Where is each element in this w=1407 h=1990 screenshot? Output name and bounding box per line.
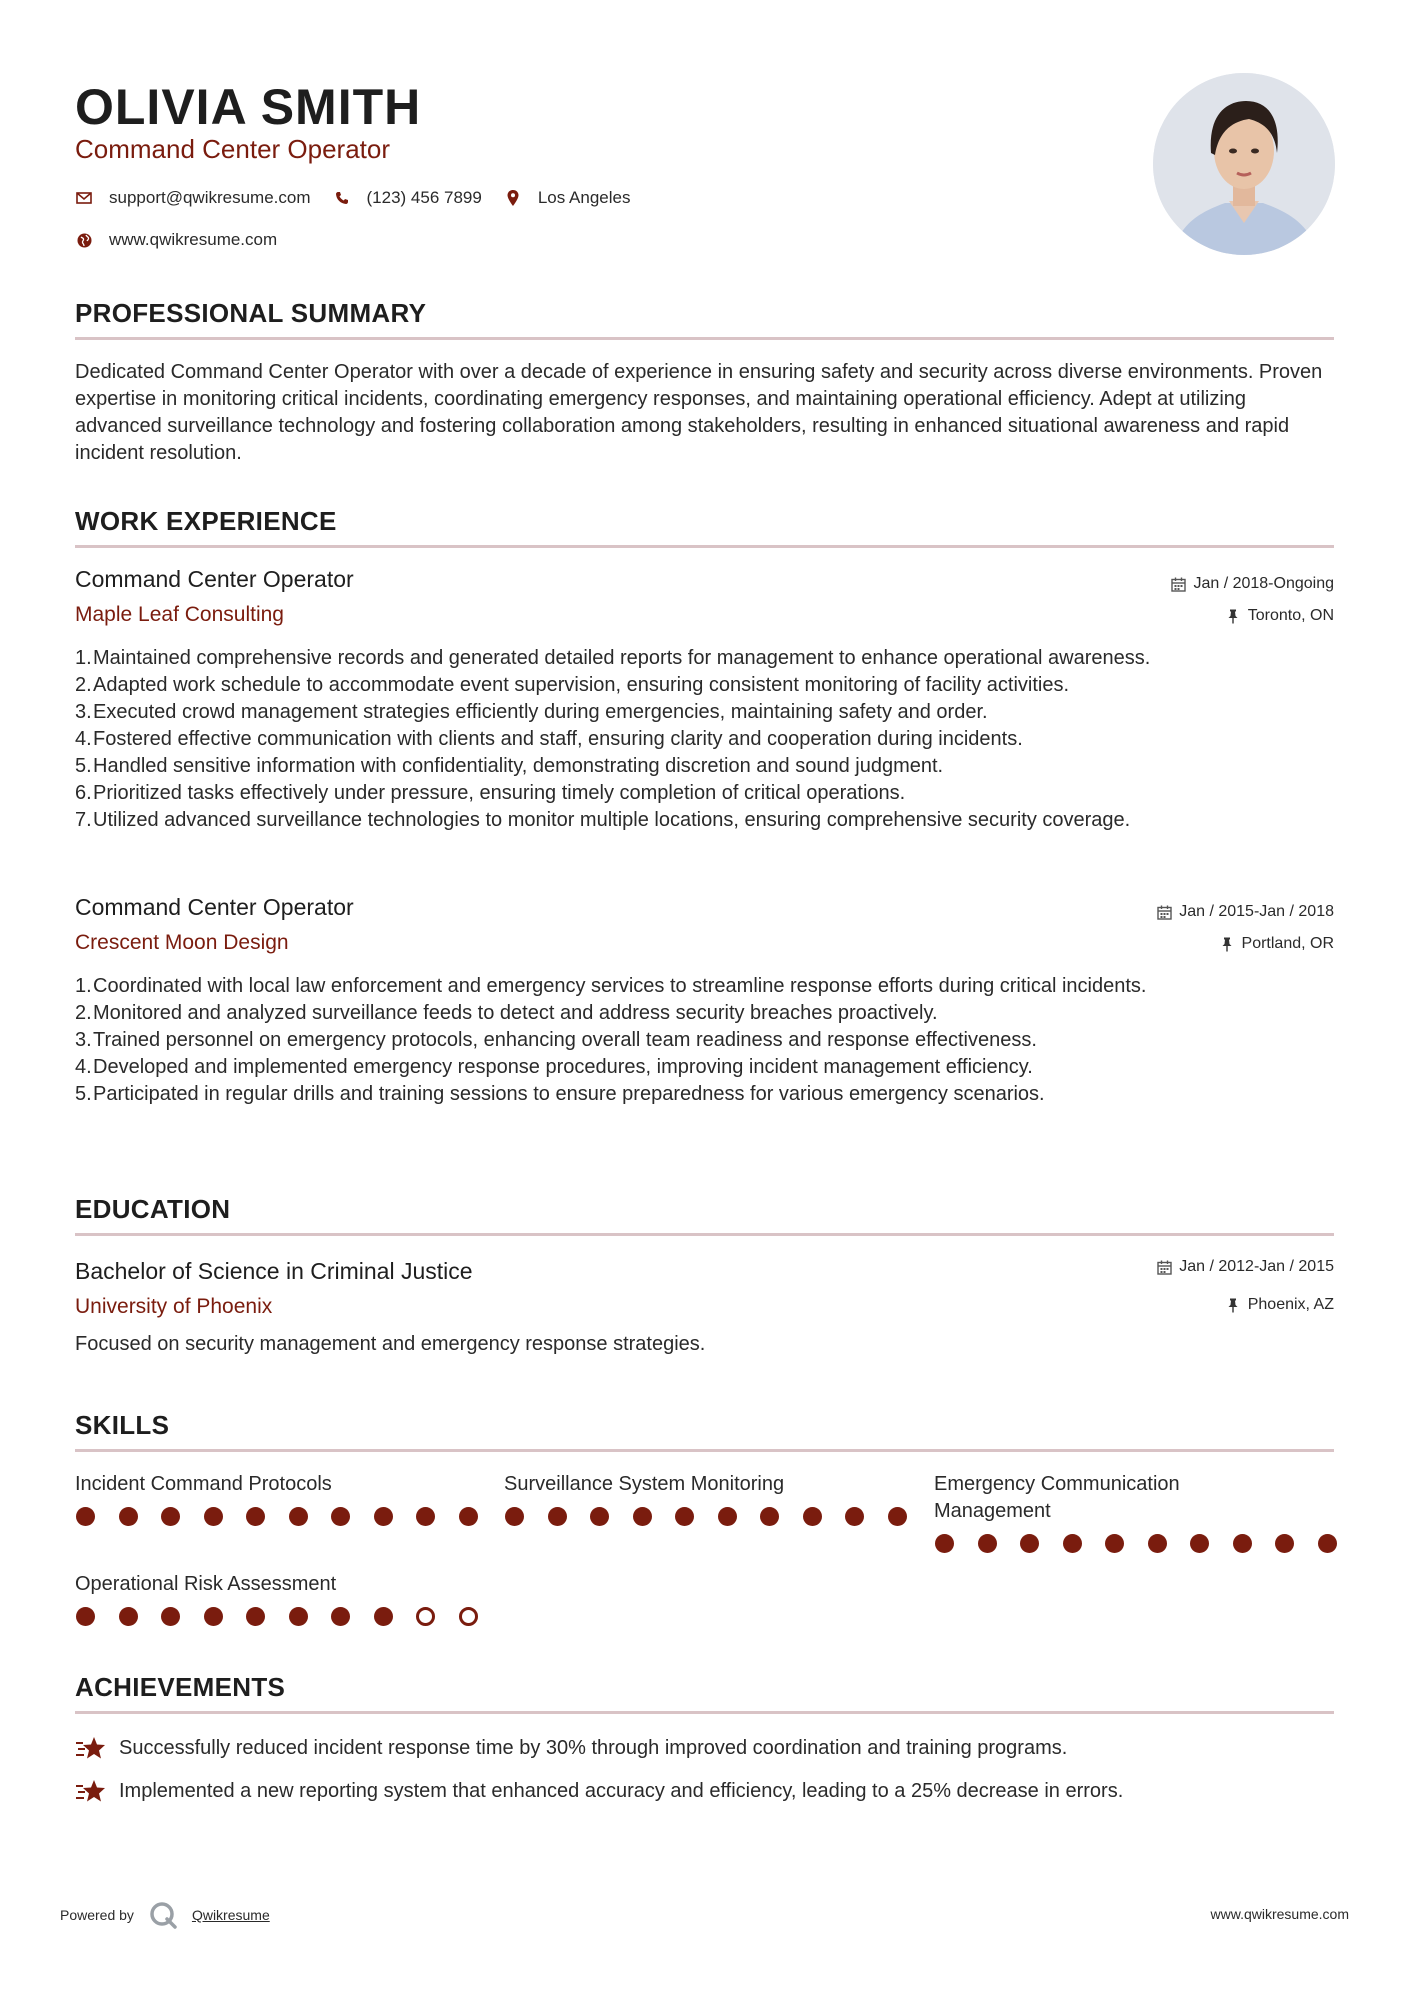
qwikresume-logo-icon [148,1900,178,1930]
experience-divider [75,545,1334,548]
skill-name: Surveillance System Monitoring [504,1473,785,1495]
qwikresume-brand-link[interactable]: Qwikresume [191,1907,270,1923]
contact-row-primary [75,188,652,208]
list-item: 3. Executed crowd management strategies efficiently during emergencies, maintaining safety and order. [75,701,988,723]
education-location [1225,1296,1334,1314]
summary-divider [75,337,1334,340]
experience-heading: WORK EXPERIENCE [75,506,337,536]
list-item: 1. Maintained comprehensive records and generated detailed reports for management to enhance operational awareness. [75,647,1151,669]
rating-dot-filled [119,1607,138,1626]
education-dates [1156,1258,1334,1276]
achievement-item [75,1734,1067,1762]
job-2-role: Command Center Operator [75,894,354,920]
rating-dot-filled [76,1507,95,1526]
education-description: Focused on security management and emergency response strategies. [75,1333,706,1355]
contact-website [75,230,277,250]
list-item: 5. Handled sensitive information with confidentiality, demonstrating discretion and sound judgment. [75,755,944,777]
phone-text: (123) 456 7899 [366,188,482,207]
rating-dot-filled [1105,1534,1124,1553]
pushpin-icon [1225,608,1241,624]
rating-dot-filled [204,1507,223,1526]
skill-rating [935,1534,1334,1553]
skills-divider [75,1449,1334,1452]
rating-dot-filled [505,1507,524,1526]
rating-dot-filled [760,1507,779,1526]
skill-name: Incident Command Protocols [75,1473,332,1495]
candidate-name: OLIVIA SMITH [75,79,422,135]
contact-email [75,188,311,208]
list-item: 4. Developed and implemented emergency response procedures, improving incident management efficiency. [75,1056,1033,1078]
summary-text: Dedicated Command Center Operator with over a decade of experience in ensuring safety and security across diverse environments. Proven expertise in monitoring critical incidents, coordinating emergency responses, and maintaining operational efficiency. Adept at utilizing advanced surveillance technology and fostering collaboration among stakeholders, resulting in enhanced situational awareness and rapid incident resolution. [75,361,1323,464]
rating-dot-filled [845,1507,864,1526]
rating-dot-filled [161,1607,180,1626]
rating-dot-filled [331,1507,350,1526]
rating-dot-filled [935,1534,954,1553]
education-dates-text: Jan / 2012-Jan / 2015 [1179,1258,1334,1275]
list-item: 3. Trained personnel on emergency protocols, enhancing overall team readiness and response effectiveness. [75,1029,1037,1051]
rating-dot-filled [675,1507,694,1526]
job-1-dates-text: Jan / 2018-Ongoing [1193,575,1334,592]
list-item: 1. Coordinated with local law enforcement and emergency services to streamline response efforts during critical incidents. [75,975,1147,997]
candidate-title: Command Center Operator [75,134,391,164]
map-pin-icon [504,189,522,207]
rating-dot-filled [803,1507,822,1526]
achievement-item [75,1777,1123,1805]
rating-dot-filled [1063,1534,1082,1553]
star-award-icon [75,1777,107,1805]
list-item: 5. Participated in regular drills and training sessions to ensure preparedness for various emergency scenarios. [75,1083,1045,1105]
rating-dot-filled [888,1507,907,1526]
rating-dot-filled [459,1507,478,1526]
skills-heading: SKILLS [75,1410,170,1440]
website-text[interactable]: www.qwikresume.com [109,230,278,249]
job-1-dates [1170,575,1334,593]
rating-dot-filled [76,1607,95,1626]
rating-dot-filled [204,1607,223,1626]
skill-item [504,1471,904,1526]
rating-dot-filled [416,1507,435,1526]
rating-dot-filled [246,1507,265,1526]
rating-dot-filled [1020,1534,1039,1553]
education-heading: EDUCATION [75,1194,231,1224]
rating-dot-filled [374,1507,393,1526]
summary-heading: PROFESSIONAL SUMMARY [75,298,427,328]
rating-dot-filled [246,1607,265,1626]
rating-dot-filled [331,1607,350,1626]
email-text[interactable]: support@qwikresume.com [109,188,311,207]
job-2-dates-text: Jan / 2015-Jan / 2018 [1179,903,1334,920]
contact-row-secondary [75,230,299,250]
job-1-location-text: Toronto, ON [1247,607,1334,624]
calendar-icon [1170,576,1186,592]
rating-dot-filled [1275,1534,1294,1553]
list-item: 2. Monitored and analyzed surveillance feeds to detect and address security breaches proactively. [75,1002,938,1024]
job-2-company: Crescent Moon Design [75,931,289,954]
contact-location [504,188,631,208]
star-award-icon [75,1734,107,1762]
list-item: 4. Fostered effective communication with clients and staff, ensuring clarity and cooperation during incidents. [75,728,1023,750]
list-item: 6. Prioritized tasks effectively under pressure, ensuring timely completion of critical operations. [75,782,906,804]
powered-by-label: Powered by [60,1907,134,1923]
skill-item [75,1571,475,1626]
job-1-role: Command Center Operator [75,566,354,592]
job-1-company: Maple Leaf Consulting [75,603,284,626]
rating-dot-filled [119,1507,138,1526]
education-location-text: Phoenix, AZ [1247,1296,1334,1313]
rating-dot-filled [590,1507,609,1526]
calendar-icon [1156,904,1172,920]
rating-dot-empty [416,1607,435,1626]
rating-dot-filled [718,1507,737,1526]
job-2-bullets [75,973,1334,1108]
rating-dot-filled [548,1507,567,1526]
achievements-heading: ACHIEVEMENTS [75,1672,286,1702]
achievement-text: Successfully reduced incident response time by 30% through improved coordination and training programs. [119,1736,1068,1759]
pushpin-icon [1225,1297,1241,1313]
rating-dot-empty [459,1607,478,1626]
rating-dot-filled [1148,1534,1167,1553]
skill-rating [76,1607,475,1626]
contact-phone [333,188,482,208]
skill-rating [76,1507,475,1526]
education-divider [75,1233,1334,1236]
rating-dot-filled [1190,1534,1209,1553]
job-2-dates [1156,903,1334,921]
skill-item [75,1471,475,1526]
rating-dot-filled [374,1607,393,1626]
rating-dot-filled [978,1534,997,1553]
phone-icon [333,189,351,207]
footer-url[interactable]: www.qwikresume.com [1210,1906,1349,1922]
calendar-icon [1156,1259,1172,1275]
achievements-divider [75,1711,1334,1714]
profile-photo [1153,73,1335,255]
skill-item [934,1471,1334,1553]
rating-dot-filled [289,1507,308,1526]
list-item: 2. Adapted work schedule to accommodate event supervision, ensuring consistent monitoring of facility activities. [75,674,1070,696]
footer-powered-by [60,1900,270,1930]
achievement-text: Implemented a new reporting system that enhanced accuracy and efficiency, leading to a 25% decrease in errors. [119,1779,1124,1802]
location-text: Los Angeles [537,188,631,207]
list-item: 7. Utilized advanced surveillance technologies to monitor multiple locations, ensuring comprehensive security coverage. [75,809,1131,831]
skill-name: Operational Risk Assessment [75,1573,337,1595]
job-2-location [1219,935,1334,953]
envelope-icon [75,189,93,207]
job-1-location [1225,607,1334,625]
rating-dot-filled [289,1607,308,1626]
rating-dot-filled [1318,1534,1337,1553]
rating-dot-filled [633,1507,652,1526]
skill-rating [505,1507,904,1526]
job-2-location-text: Portland, OR [1241,935,1334,952]
job-1-bullets [75,645,1334,834]
globe-icon [75,231,93,249]
rating-dot-filled [1233,1534,1252,1553]
education-degree: Bachelor of Science in Criminal Justice [75,1258,473,1284]
pushpin-icon [1219,936,1235,952]
education-school: University of Phoenix [75,1295,273,1318]
rating-dot-filled [161,1507,180,1526]
skill-name: Emergency Communication Management [934,1473,1180,1522]
